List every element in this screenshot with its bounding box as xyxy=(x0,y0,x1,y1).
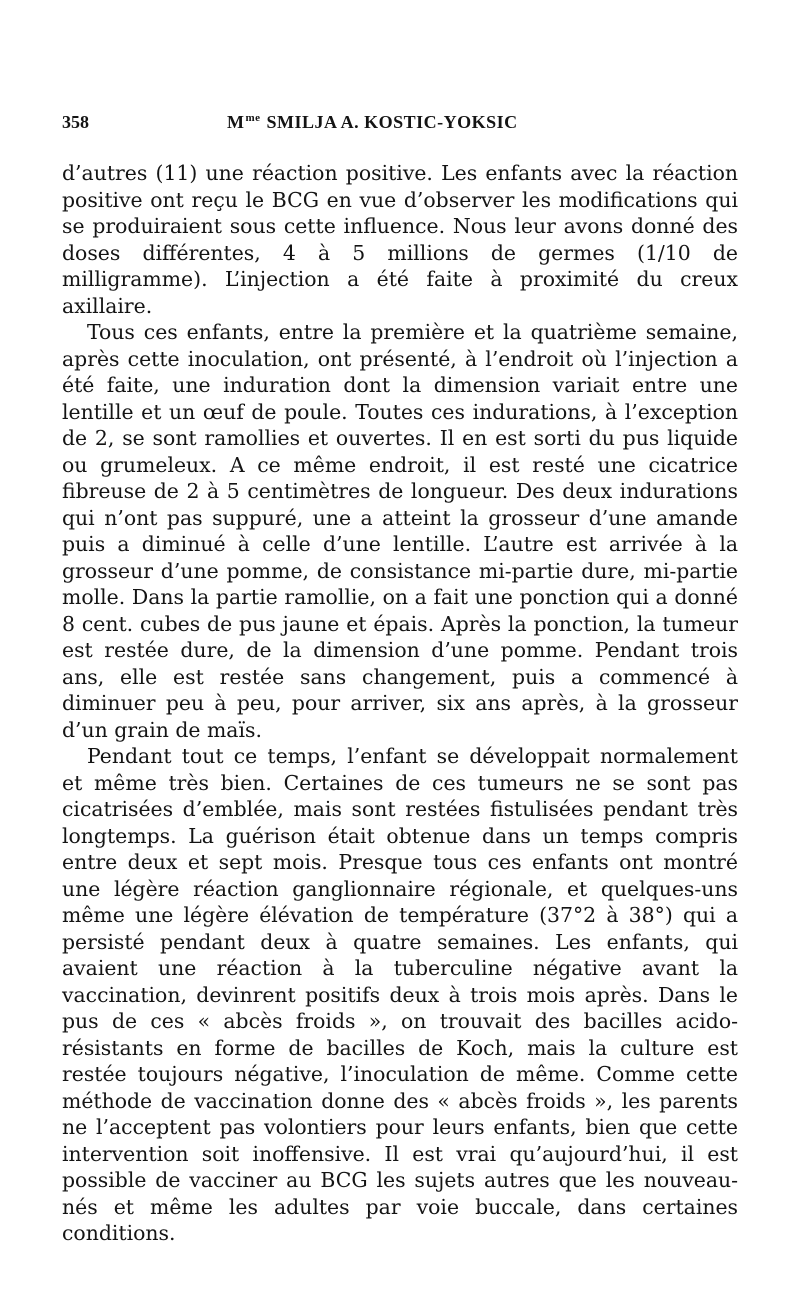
page-header xyxy=(62,112,738,144)
page-number: 358 xyxy=(62,112,89,132)
author-prefix-superscript: me xyxy=(245,112,261,124)
author-name: SMILJA A. KOSTIC-YOKSIC xyxy=(266,112,518,132)
paragraph-2: Tous ces enfants, entre la première et la quatrième semaine, après cette inoculation, ont présenté, à l’endroit où l’injection a été faite, une induration dont la dimension variait entre une lentille et un œuf de poule. Toutes ces indurations, à l’exception de 2, se sont ramollies et ouvertes. Il en est sorti du pus liquide ou grumeleux. A ce même endroit, il est resté une cicatrice fibreuse de 2 à 5 centimètres de longueur. Des deux indurations qui n’ont pas suppuré, une a atteint la grosseur d’une amande puis a diminué à celle d’une lentille. L’autre est arrivée à la grosseur d’une pomme, de consistance mi-partie dure, mi-partie molle. Dans la partie ramollie, on a fait une ponction qui a donné 8 cent. cubes de pus jaune et épais. Après la ponction, la tumeur est restée dure, de la dimension d’une pomme. Pendant trois ans, elle est restée sans changement, puis a commencé à diminuer peu à peu, pour arriver, six ans après, à la grosseur d’un grain de maïs. xyxy=(62,320,738,742)
paragraph-3: Pendant tout ce temps, l’enfant se développait normalement et même très bien. Certaines de ces tumeurs ne se sont pas cicatrisées d’emblée, mais sont restées fistulisées pendant très longtemps. La guérison était obtenue dans un temps compris entre deux et sept mois. Presque tous ces enfants ont montré une légère réaction ganglionnaire régionale, et quelques-uns même une légère élévation de température (37°2 à 38°) qui a persisté pendant deux à quatre semaines. Les enfants, qui avaient une réaction à la tuberculine négative avant la vaccination, devinrent positifs deux à trois mois après. Dans le pus de ces « abcès froids », on trouvait des bacilles acido-résistants en forme de bacilles de Koch, mais la culture est restée toujours négative, l’inoculation de même. Comme cette méthode de vaccination donne des « abcès froids », les parents ne l’acceptent pas volontiers pour leurs enfants, bien que cette intervention soit inoffensive. Il est vrai qu’aujourd’hui, il est possible de vacciner au BCG les sujets autres que les nouveau-nés et même les adultes par voie buccale, dans certaines conditions. xyxy=(62,744,738,1245)
running-head xyxy=(227,112,518,133)
paragraph-1: d’autres (11) une réaction positive. Les enfants avec la réaction positive ont reçu le BCG en vue d’observer les modifications qui se produiraient sous cette influence. Nous leur avons donné des doses différentes, 4 à 5 millions de germes (1/10 de milligramme). L’injection a été faite à proximité du creux axillaire. xyxy=(62,161,738,318)
author-prefix: M xyxy=(227,112,245,132)
body-text xyxy=(62,160,738,1247)
